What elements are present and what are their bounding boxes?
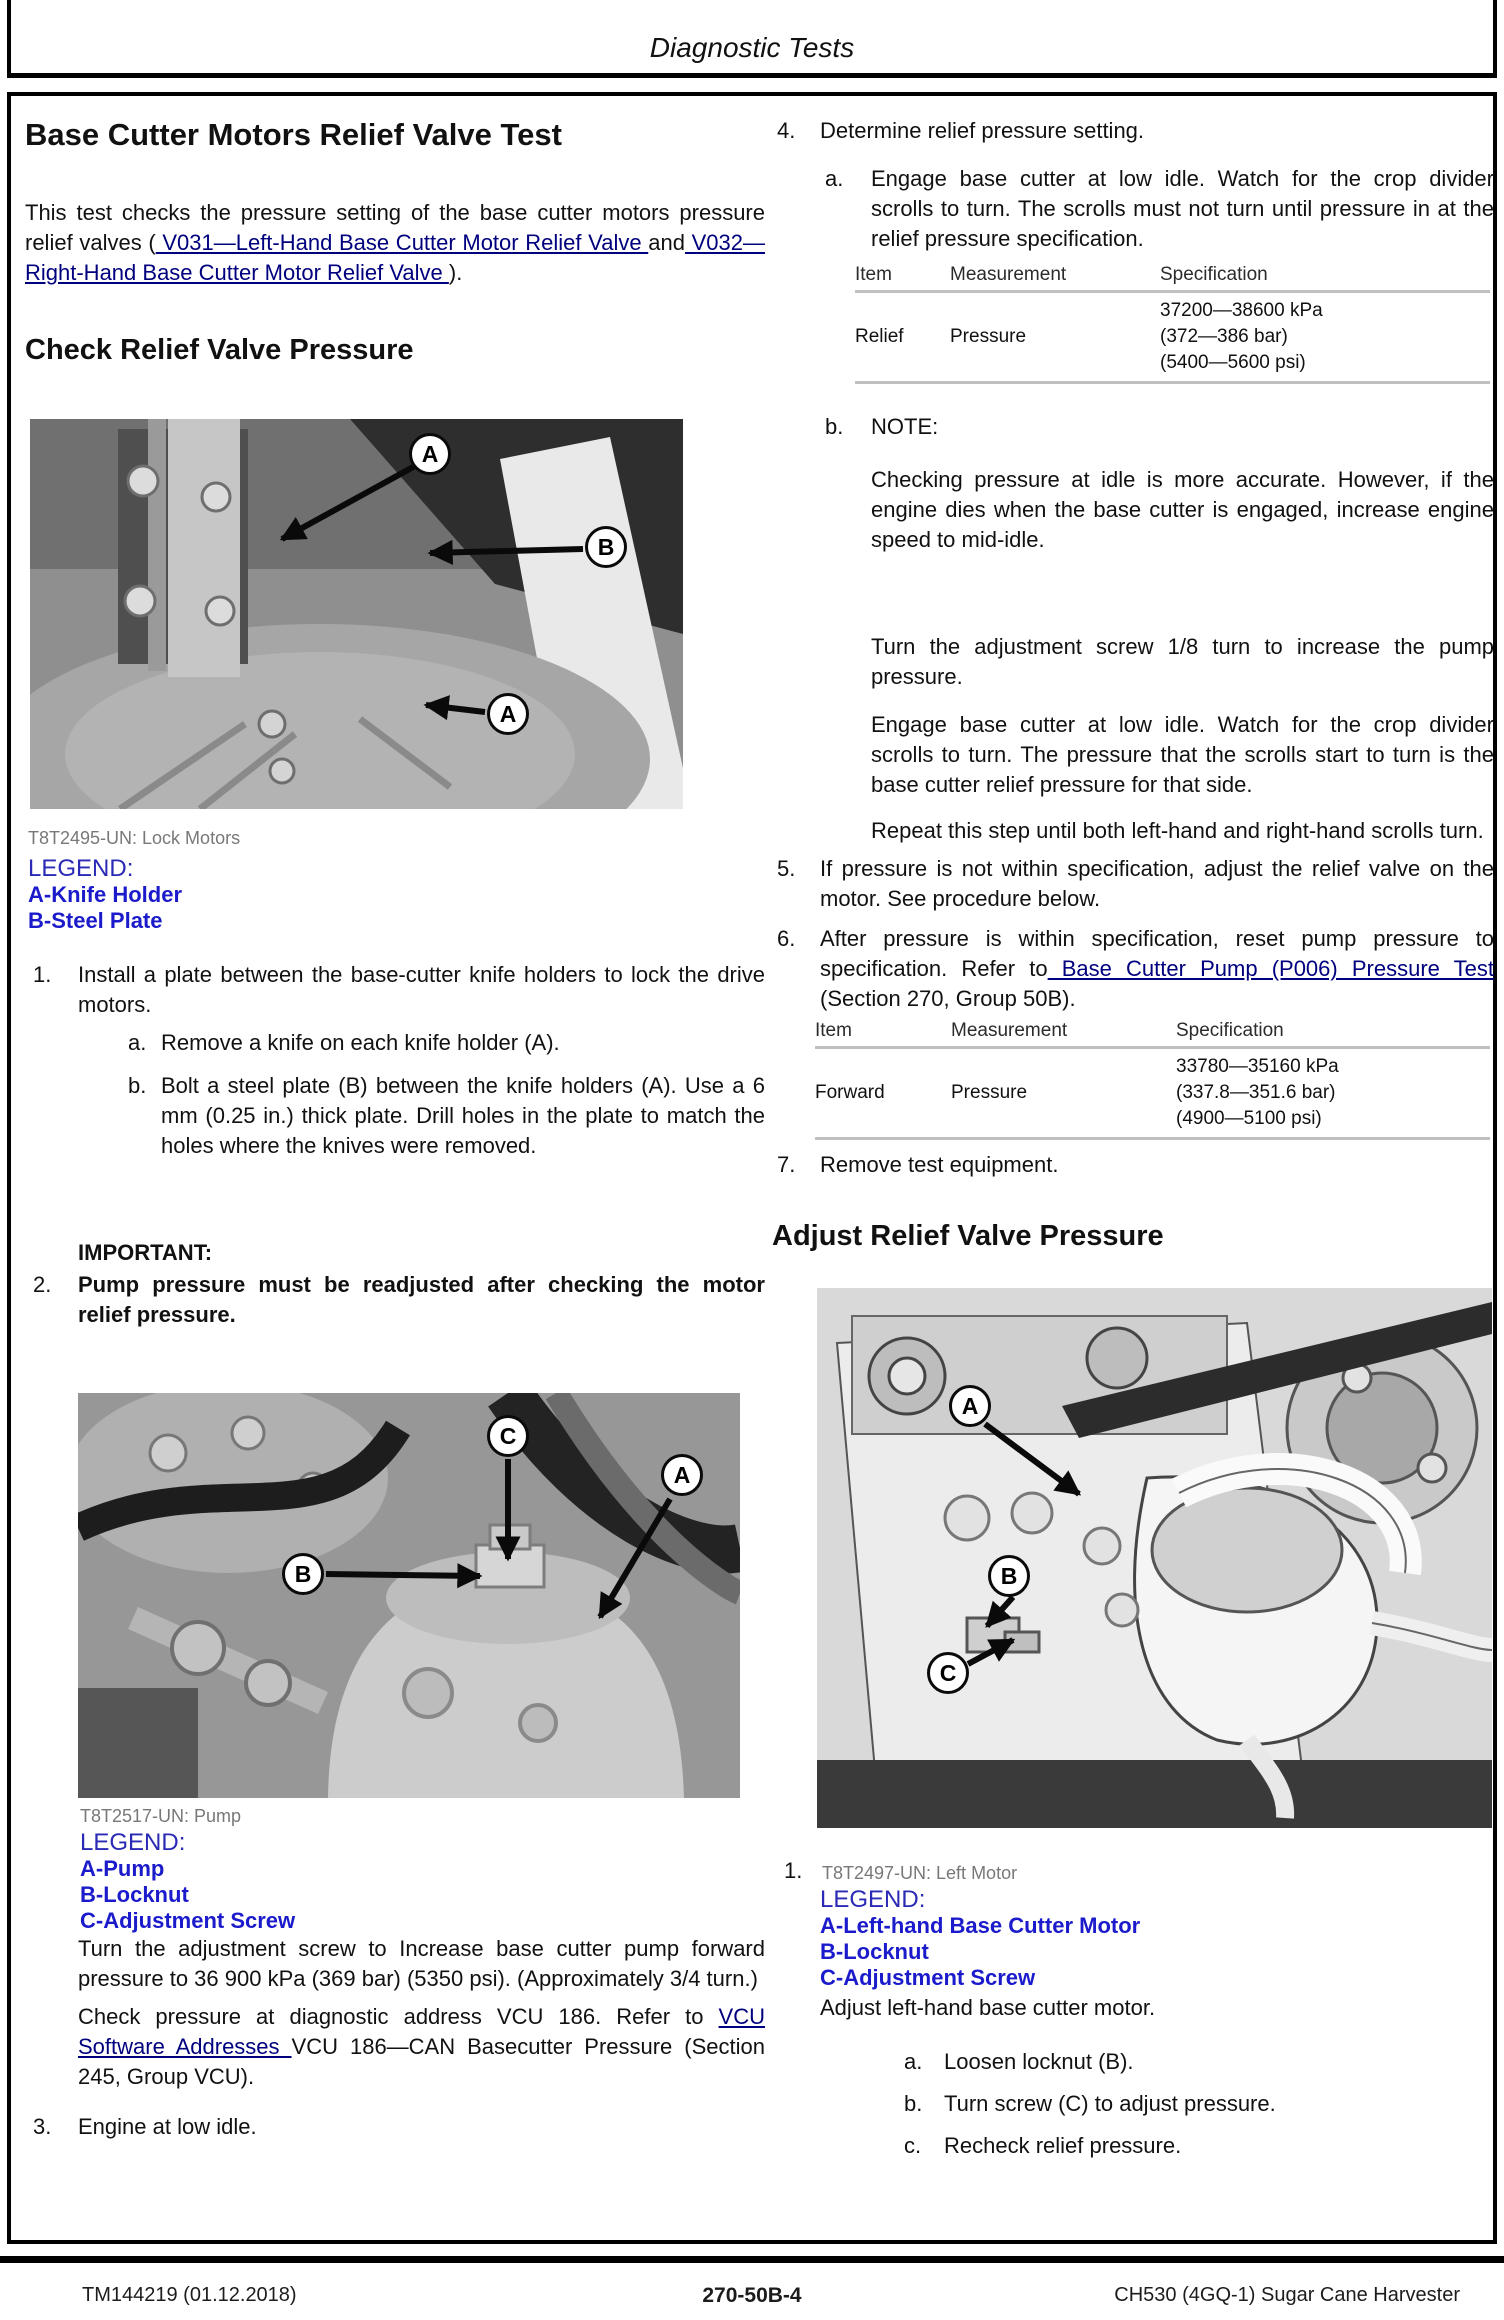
legend-label: LEGEND: bbox=[28, 855, 134, 882]
step-number: 7. bbox=[777, 1152, 796, 1177]
callout-a-knife-holder bbox=[409, 433, 451, 475]
step-1a-adjust bbox=[772, 2047, 1494, 2077]
callout-a-pump bbox=[661, 1454, 703, 1496]
callout-letter: B bbox=[597, 533, 615, 560]
legend-item-b: B-Locknut bbox=[820, 1939, 929, 1964]
figure-pump bbox=[78, 1393, 740, 1798]
substep-letter: b. bbox=[825, 414, 844, 439]
substep-text: Loosen locknut (B). bbox=[944, 2049, 1134, 2074]
spec-line: (5400—5600 psi) bbox=[1160, 352, 1306, 373]
figure-lock-motors bbox=[30, 419, 683, 809]
legend-item-b: B-Locknut bbox=[80, 1882, 189, 1907]
check-relief-valve-heading: Check Relief Valve Pressure bbox=[25, 334, 414, 366]
spec-line: 37200—38600 kPa bbox=[1160, 300, 1323, 321]
callout-letter: A bbox=[673, 1461, 691, 1488]
substep-letter: a. bbox=[128, 1030, 147, 1055]
substep-letter: a. bbox=[825, 166, 844, 191]
legend-label: LEGEND: bbox=[80, 1829, 186, 1856]
substep-text: Turn screw (C) to adjust pressure. bbox=[944, 2091, 1276, 2116]
figure-caption-left-motor: T8T2497-UN: Left Motor bbox=[822, 1863, 1018, 1883]
callout-a-knife-holder-2 bbox=[487, 693, 529, 735]
pump-photo bbox=[78, 1393, 740, 1798]
legend-pump bbox=[80, 1830, 765, 1934]
check-pressure-text-2: VCU 186—CAN Basecutter Pressure (Section 245, Group VCU). bbox=[78, 2034, 765, 2089]
legend-item-c: C-Adjustment Screw bbox=[820, 1965, 1036, 1990]
step-number: 2. bbox=[33, 1272, 52, 1297]
figure-caption-pump: T8T2517-UN: Pump bbox=[80, 1806, 242, 1826]
link-v032-right-hand-relief-valve[interactable]: V032—Right-Hand Base Cutter Motor Relief Valve bbox=[25, 230, 765, 285]
step-1 bbox=[25, 960, 765, 1020]
intro-text-1: This test checks the pressure setting of the base cutter motors pressure relief valves ( bbox=[25, 200, 765, 255]
left-column bbox=[25, 116, 765, 2142]
forward-pressure-spec-table bbox=[815, 1020, 1490, 1140]
step-text: If pressure is not within specification, adjust the relief valve on the motor. See procedure below. bbox=[820, 856, 1494, 911]
legend-lock-motors bbox=[28, 856, 765, 934]
callout-letter: C bbox=[939, 1659, 957, 1686]
check-pressure-paragraph bbox=[78, 2002, 765, 2092]
link-v031-left-hand-relief-valve[interactable]: V031—Left-Hand Base Cutter Motor Relief Valve bbox=[155, 230, 649, 255]
figure-left-motor bbox=[817, 1288, 1492, 1828]
step-7 bbox=[772, 1150, 1494, 1180]
callout-letter: B bbox=[294, 1560, 312, 1587]
turn-screw-paragraph: Turn the adjustment screw 1/8 turn to increase the pump pressure. bbox=[871, 634, 1494, 689]
substep-text: Engage base cutter at low idle. Watch for the crop divider scrolls to turn. The scrolls must not turn until pressure in at the relief pressure specification. bbox=[871, 166, 1494, 251]
note-paragraph: Checking pressure at idle is more accurate. However, if the engine dies when the base cutter is engaged, increase engine speed to mid-idle. bbox=[871, 467, 1494, 552]
substep-letter: b. bbox=[904, 2091, 923, 2116]
right-column bbox=[772, 116, 1494, 2161]
footer-document-number: TM144219 (01.12.2018) bbox=[82, 2284, 297, 2306]
callout-a-left-hand-motor bbox=[949, 1385, 991, 1427]
step-number: 4. bbox=[777, 118, 796, 143]
step-4b bbox=[772, 412, 1494, 442]
lock-motors-photo bbox=[30, 419, 683, 809]
note-label: NOTE: bbox=[871, 414, 939, 439]
step-4 bbox=[772, 116, 1494, 146]
step-text: Determine relief pressure setting. bbox=[820, 118, 1145, 143]
spec-line: 33780—35160 kPa bbox=[1176, 1056, 1339, 1077]
intro-text-2: and bbox=[648, 230, 685, 255]
substep-text: Bolt a steel plate (B) between the knife holders (A). Use a 6 mm (0.25 in.) thick plate. Drill holes in the plate to match the holes where the knives were removed. bbox=[161, 1073, 765, 1158]
callout-letter: A bbox=[961, 1392, 979, 1419]
legend-left-motor bbox=[820, 1887, 1494, 1991]
footer-page-number: 270-50B-4 bbox=[702, 2284, 802, 2307]
table-cell-item: Forward bbox=[815, 1048, 951, 1139]
step-text: Pump pressure must be readjusted after checking the motor relief pressure. bbox=[78, 1272, 765, 1327]
step-5 bbox=[772, 854, 1494, 914]
callout-letter: A bbox=[421, 440, 439, 467]
legend-item-c: C-Adjustment Screw bbox=[80, 1908, 296, 1933]
table-cell-specification bbox=[1160, 292, 1490, 383]
step-2 bbox=[25, 1270, 765, 1330]
legend-item-a: A-Left-hand Base Cutter Motor bbox=[820, 1913, 1141, 1938]
table-header-measurement: Measurement bbox=[950, 264, 1160, 292]
step-1b bbox=[25, 1071, 765, 1161]
step-1c-adjust bbox=[772, 2131, 1494, 2161]
legend-item-a: A-Knife Holder bbox=[28, 882, 182, 907]
intro-paragraph bbox=[25, 198, 765, 288]
table-header-specification: Specification bbox=[1176, 1020, 1490, 1048]
footer-divider bbox=[0, 2256, 1504, 2263]
step-1b-adjust bbox=[772, 2089, 1494, 2119]
step-6-text-1: After pressure is within specification, reset pump pressure to specification. Refer to bbox=[820, 926, 1494, 981]
link-vcu-software-addresses[interactable]: VCU Software Addresses bbox=[78, 2004, 765, 2059]
table-header-measurement: Measurement bbox=[951, 1020, 1176, 1048]
adjust-relief-valve-heading: Adjust Relief Valve Pressure bbox=[772, 1220, 1164, 1252]
step-6-text-2: (Section 270, Group 50B). bbox=[820, 986, 1076, 1011]
spec-line: (372—386 bar) bbox=[1160, 326, 1288, 347]
turn-adjustment-paragraph: Turn the adjustment screw to Increase base cutter pump forward pressure to 36 900 kPa (369 bar) (5350 psi). (Approximately 3/4 turn.) bbox=[78, 1936, 765, 1991]
spec-line: (4900—5100 psi) bbox=[1176, 1108, 1322, 1129]
callout-letter: A bbox=[499, 700, 517, 727]
step-text: Install a plate between the base-cutter knife holders to lock the drive motors. bbox=[78, 962, 765, 1017]
table-header-specification: Specification bbox=[1160, 264, 1490, 292]
footer-model-name: CH530 (4GQ-1) Sugar Cane Harvester bbox=[1114, 2284, 1460, 2306]
intro-text-3: ). bbox=[448, 260, 463, 285]
step-text bbox=[820, 924, 1494, 1014]
callout-c-adjustment-screw bbox=[927, 1652, 969, 1694]
check-pressure-text-1: Check pressure at diagnostic address VCU 186. Refer to bbox=[78, 2004, 719, 2029]
figure-caption-lock-motors: T8T2495-UN: Lock Motors bbox=[28, 828, 241, 848]
legend-label: LEGEND: bbox=[820, 1886, 926, 1913]
callout-letter: C bbox=[499, 1422, 517, 1449]
link-base-cutter-pump-pressure-test[interactable]: Base Cutter Pump (P006) Pressure Test bbox=[1047, 956, 1494, 981]
page-header-title: Diagnostic Tests bbox=[649, 32, 855, 63]
step-number: 3. bbox=[33, 2114, 52, 2139]
step-4a bbox=[772, 164, 1494, 254]
adjust-left-hand-text: Adjust left-hand base cutter motor. bbox=[820, 1995, 1156, 2020]
table-cell-measurement: Pressure bbox=[950, 292, 1160, 383]
step-number: 1. bbox=[33, 962, 52, 987]
relief-pressure-spec-table bbox=[855, 264, 1490, 384]
step-3 bbox=[25, 2112, 765, 2142]
callout-c-adjustment-screw bbox=[487, 1415, 529, 1457]
table-cell-measurement: Pressure bbox=[951, 1048, 1176, 1139]
table-cell-specification bbox=[1176, 1048, 1490, 1139]
step-number: 6. bbox=[777, 926, 796, 951]
legend-item-b: B-Steel Plate bbox=[28, 908, 163, 933]
substep-letter: a. bbox=[904, 2049, 923, 2074]
table-cell-item: Relief bbox=[855, 292, 950, 383]
repeat-step-paragraph: Repeat this step until both left-hand and right-hand scrolls turn. bbox=[871, 818, 1484, 843]
step-1-adjust bbox=[772, 1858, 1494, 1885]
substep-letter: b. bbox=[128, 1073, 147, 1098]
substep-text: Recheck relief pressure. bbox=[944, 2133, 1182, 2158]
spec-line: (337.8—351.6 bar) bbox=[1176, 1082, 1336, 1103]
step-text: Remove test equipment. bbox=[820, 1152, 1059, 1177]
step-6 bbox=[772, 924, 1494, 1014]
content-area bbox=[7, 92, 1497, 2244]
table-header-item: Item bbox=[815, 1020, 951, 1048]
substep-letter: c. bbox=[904, 2133, 922, 2158]
legend-item-a: A-Pump bbox=[80, 1856, 165, 1881]
section-title: Base Cutter Motors Relief Valve Test bbox=[25, 117, 562, 152]
substep-text: Remove a knife on each knife holder (A). bbox=[161, 1030, 560, 1055]
table-row bbox=[815, 1048, 1490, 1139]
left-motor-illustration bbox=[817, 1288, 1492, 1828]
callout-b-steel-plate bbox=[585, 526, 627, 568]
table-header-item: Item bbox=[855, 264, 950, 292]
callout-letter: B bbox=[1000, 1562, 1018, 1589]
engage-base-cutter-paragraph: Engage base cutter at low idle. Watch for the crop divider scrolls to turn. The pressure that the scrolls start to turn is the base cutter relief pressure for that side. bbox=[871, 712, 1494, 797]
important-label: IMPORTANT: bbox=[78, 1240, 213, 1265]
step-1a bbox=[25, 1028, 765, 1058]
page-header bbox=[7, 0, 1497, 78]
callout-b-locknut bbox=[282, 1553, 324, 1595]
table-row bbox=[855, 292, 1490, 383]
step-text: Engine at low idle. bbox=[78, 2114, 257, 2139]
step-number: 1. bbox=[784, 1858, 803, 1883]
step-number: 5. bbox=[777, 856, 796, 881]
callout-b-locknut bbox=[988, 1555, 1030, 1597]
